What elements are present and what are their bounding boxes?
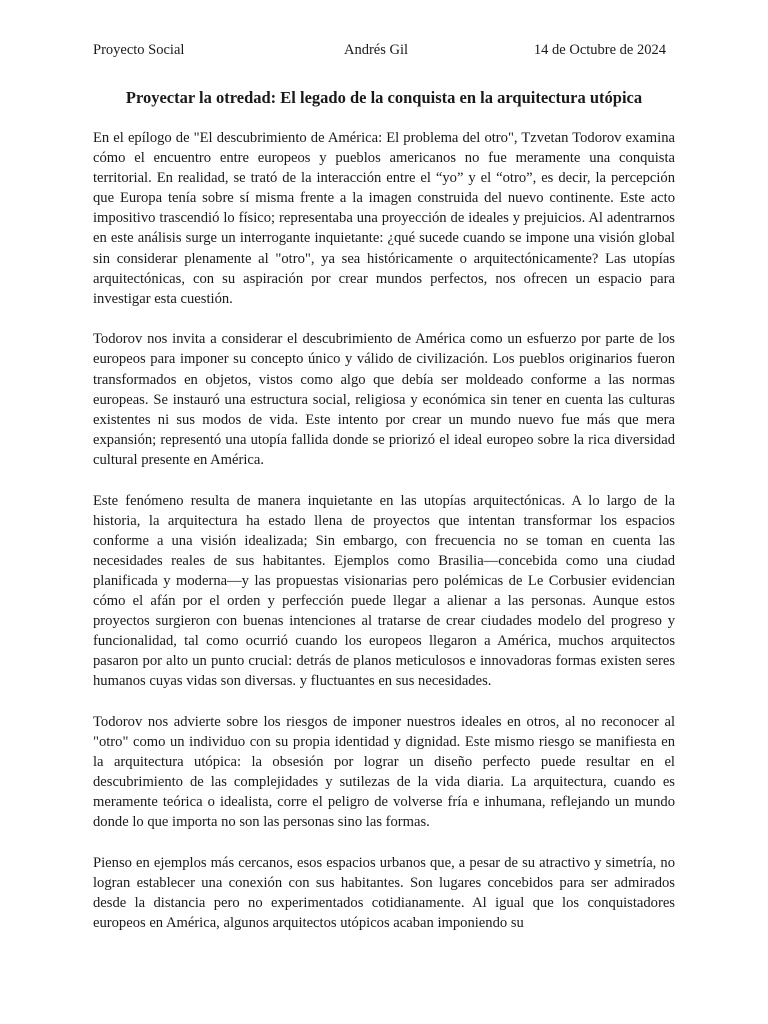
paragraph: Este fenómeno resulta de manera inquietante en las utopías arquitectónicas. A lo largo de la historia, la arquitectura ha estado llena de proyectos que intentan transformar los espacios conforme a una visión idealizada; Sin embargo, con frecuencia no se toman en cuenta las necesidades reales de sus habitantes. Ejemplos como Brasilia—concebida como una ciudad planificada y moderna—y las propuestas visionarias pero polémicas de Le Corbusier evidencian cómo el afán por el orden y perfección puede llegar a alienar a las personas. Aunque estos proyectos surgieron con buenas intenciones al tratarse de crear ciudades modelo del progreso y funcionalidad, tal como ocurrió cuando los europeos llegaron a América, muchos arquitectos pasaron por alto un punto crucial: detrás de planos meticulosos e innovadoras formas existen seres humanos cuyas vidas son diversas. y fluctuantes en sus necesidades. xyxy=(93,492,675,690)
paragraph: Pienso en ejemplos más cercanos, esos espacios urbanos que, a pesar de su atractivo y simetría, no logran establecer una conexión con sus habitantes. Son lugares concebidos para ser admirados desde la distancia pero no experimentados cotidianamente. Al igual que los conquistadores europeos en América, algunos arquitectos utópicos acaban imponiendo su xyxy=(93,855,675,932)
page-header xyxy=(93,42,666,64)
paragraph: Todorov nos invita a considerar el descubrimiento de América como un esfuerzo por parte de los europeos para imponer su concepto único y válido de civilización. Los pueblos originarios fueron transformados en objetos, vistos como algo que debía ser moldeado conforme a las normas europeas. Se instauró una estructura social, religiosa y económica sin tener en cuenta las culturas existentes ni sus modos de vida. Este intento por crear un mundo nuevo fue más que mera expansión; representó una utopía fallida donde se priorizó el ideal europeo sobre la rica diversidad cultural presente en América. xyxy=(93,331,675,468)
document-title: Proyectar la otredad: El legado de la conquista en la arquitectura utópica xyxy=(125,88,643,107)
header-date: 14 de Octubre de 2024 xyxy=(533,42,666,58)
paragraph: En el epílogo de "El descubrimiento de América: El problema del otro", Tzvetan Todorov examina cómo el encuentro entre europeos y pueblos americanos no fue meramente una conquista territorial. En realidad, se trató de la interacción entre el “yo” y el “otro”, es decir, la percepción que Europa tenía sobre sí misma frente a la imagen construida del nuevo continente. Este acto impositivo trascendió lo físico; representaba una proyección de ideales y prejuicios. Al adentrarnos en este análisis surge un interrogante inquietante: ¿qué sucede cuando se impone una visión global sin considerar plenamente al "otro", ya sea históricamente o arquitectónicamente? Las utopías arquitectónicas, con su aspiración por crear mundos perfectos, nos ofrecen un espacio para investigar esta cuestión. xyxy=(93,130,675,307)
header-project: Proyecto Social xyxy=(93,42,185,58)
document-body xyxy=(93,128,675,954)
paragraph: Todorov nos advierte sobre los riesgos de imponer nuestros ideales en otros, al no reconocer al "otro" como un individuo con su propia identidad y dignidad. Este mismo riesgo se manifiesta en la arquitectura utópica: la obsesión por lograr un diseño perfecto puede resultar en el descubrimiento de las complejidades y sutilezas de la vida diaria. La arquitectura, cuando es meramente teórica o idealista, corre el peligro de volverse fría e inhumana, reflejando un mundo donde lo que importa no son las personas sino las formas. xyxy=(93,713,675,831)
header-author: Andrés Gil xyxy=(344,42,409,58)
